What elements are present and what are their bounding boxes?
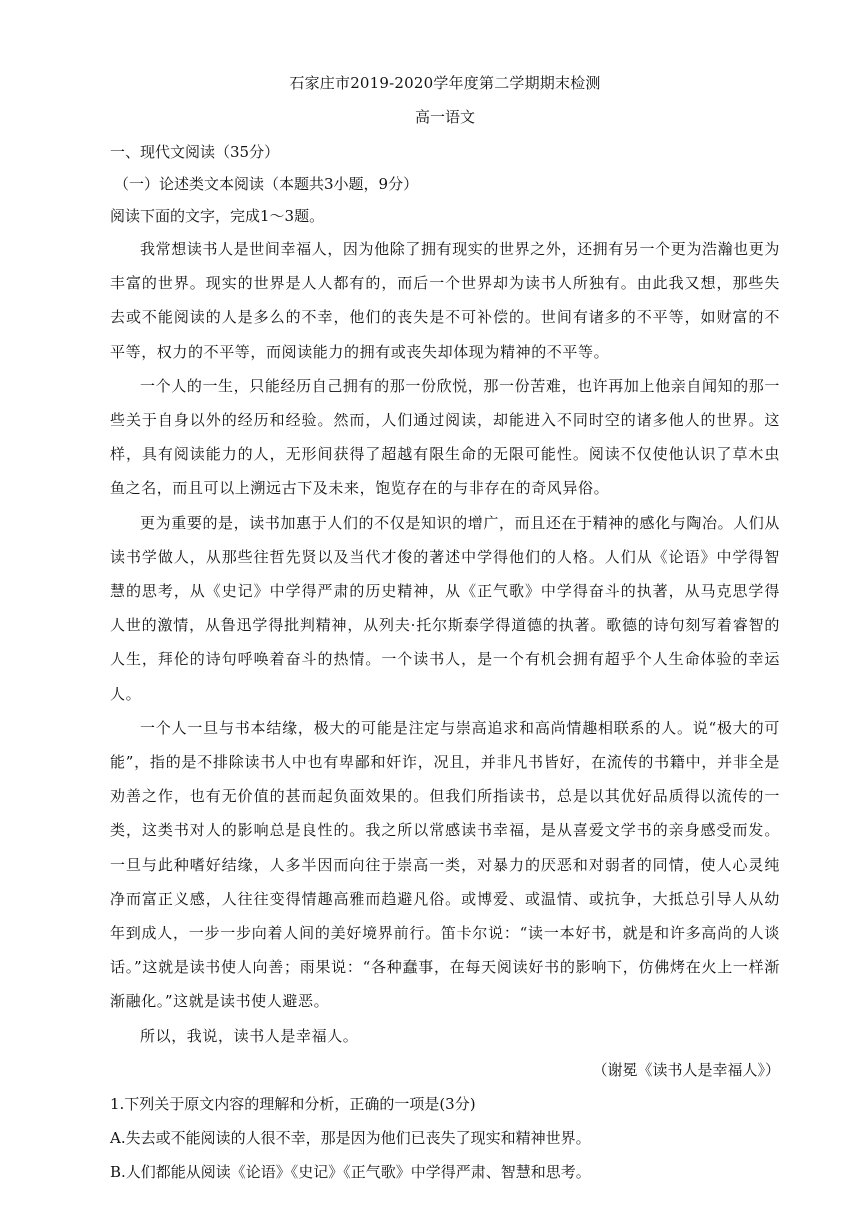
article-citation: （谢冕《读书人是幸福人》）	[592, 1060, 780, 1079]
question-stem: 1.下列关于原文内容的理解和分析，正确的一项是(3分)	[110, 1094, 476, 1113]
answer-option-b: B.人们都能从阅读《论语》《史记》《正气歌》中学得严肃、智慧和思考。	[110, 1162, 591, 1181]
article-paragraph: 所以，我说，读书人是幸福人。	[140, 1026, 359, 1045]
article-paragraph: 我常想读书人是世间幸福人，因为他除了拥有现实的世界之外，还拥有另一个更为浩瀚也更为丰富的世界。现实的世界是人人都有的，而后一个世界却为读书人所独有。由此我又想，那些失去或不能阅读的人是多么的不幸，他们的丧失是不可补偿的。世间有诸多的不平等，如财富的不平等，权力的不平等，而阅读能力的拥有或丧失却体现为精神的不平等。	[110, 240, 780, 361]
sub-section-heading: （一）论述类文本阅读（本题共3小题，9分）	[114, 175, 419, 193]
reading-instruction: 阅读下面的文字，完成1～3题。	[110, 207, 325, 225]
exam-title: 石家庄市2019-2020学年度第二学期期末检测	[289, 74, 601, 92]
article-paragraph: 更为重要的是，读书加惠于人们的不仅是知识的增广，而且还在于精神的感化与陶冶。人们从读书学做人，从那些往哲先贤以及当代才俊的著述中学得他们的人格。人们从《论语》中学得智慧的思考，从《史记》中学得严肃的历史精神，从《正气歌》中学得奋斗的执著，从马克思学得人世的激情，从鲁迅学得批判精神，从列夫·托尔斯泰学得道德的执著。歌德的诗句刻写着睿智的人生，拜伦的诗句呼唤着奋斗的热情。一个读书人，是一个有机会拥有超乎个人生命体验的幸运人。	[110, 513, 780, 703]
section-heading: 一、现代文阅读（35分）	[110, 143, 280, 161]
article-paragraph: 一个人的一生，只能经历自己拥有的那一份欣悦，那一份苦难，也许再加上他亲自闻知的那一些关于自身以外的经历和经验。然而，人们通过阅读，却能进入不同时空的诸多他人的世界。这样，具有阅读能力的人，无形间获得了超越有限生命的无限可能性。阅读不仅使他认识了草木虫鱼之名，而且可以上溯远古下及未来，饱览存在的与非存在的奇风异俗。	[110, 376, 780, 498]
exam-subject: 高一语文	[414, 108, 475, 126]
article-paragraph: 一个人一旦与书本结缘，极大的可能是注定与崇高追求和高尚情趣相联系的人。说“极大的可能”，指的是不排除读书人中也有卑鄙和奸诈，况且，并非凡书皆好，在流传的书籍中，并非全是劝善之作，也有无价值的甚而起负面效果的。但我们所指读书，总是以其优好品质得以流传的一类，这类书对人的影响总是良性的。我之所以常感读书幸福，是从喜爱文学书的亲身感受而发。一旦与此种嗜好结缘，人多半因而向往于崇高一类，对暴力的厌恶和对弱者的同情，使人心灵纯净而富正义感，人往往变得情趣高雅而趋避凡俗。或博爱、或温情、或抗争，大抵总引导人从幼年到成人，一步一步向着人间的美好境界前行。笛卡尔说：“读一本好书，就是和许多高尚的人谈话。”这就是读书使人向善；雨果说：“各种蠢事，在每天阅读好书的影响下，仿佛烤在火上一样渐渐融化。”这就是读书使人避恶。	[110, 718, 780, 1011]
article-body	[110, 232, 780, 1087]
answer-option-a: A.失去或不能阅读的人很不幸，那是因为他们已丧失了现实和精神世界。	[110, 1128, 591, 1147]
question-block	[110, 1087, 780, 1189]
